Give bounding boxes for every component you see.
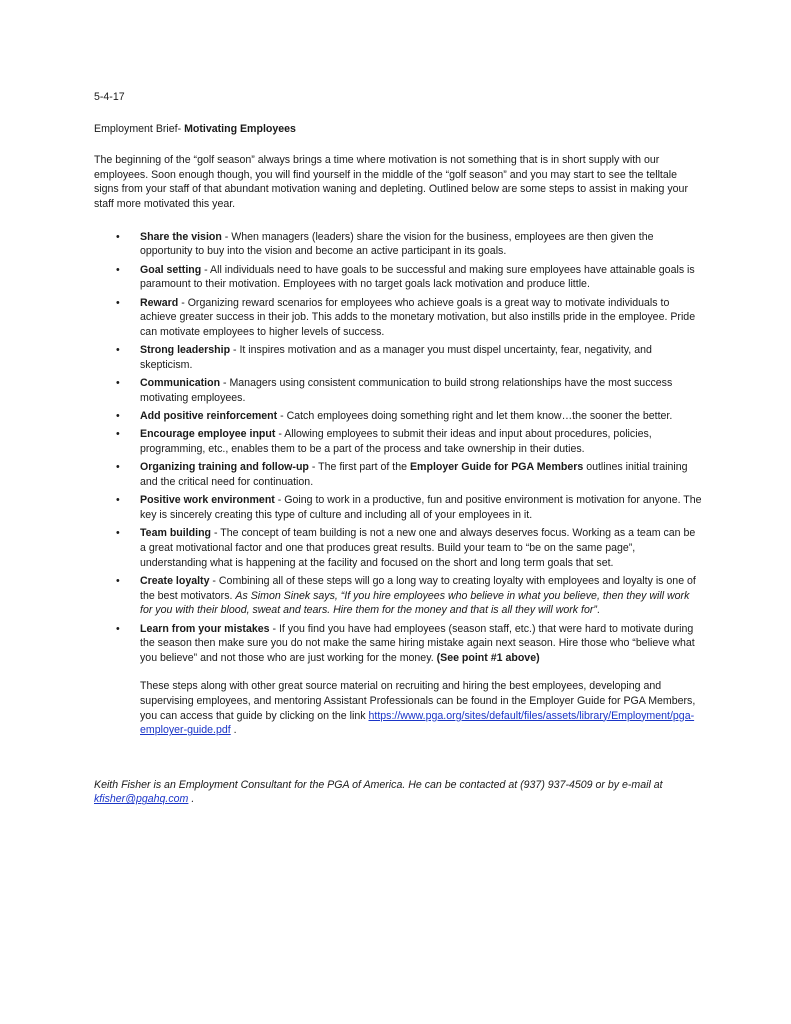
- bullet-icon: •: [116, 410, 120, 423]
- bullet-icon: •: [116, 461, 120, 474]
- bullet-icon: •: [116, 494, 120, 507]
- step-title: Organizing training and follow-up: [140, 461, 309, 474]
- list-item: [94, 460, 704, 489]
- bullet-icon: •: [116, 428, 120, 441]
- list-item: [94, 296, 704, 340]
- see-point-note: (See point #1 above): [436, 651, 540, 664]
- intro-paragraph: The beginning of the “golf season” always brings a time where motivation is not something that is in short supply with our employees. Soon enough though, you will find yourself in the middle of the “golf season” and you may start to see the telltale signs from your staff of that abundant motivation waning and depleting. Outlined below are some steps to assist in making your staff more motivated this year.: [94, 154, 688, 210]
- step-title: Team building: [140, 527, 212, 540]
- bullet-icon: •: [116, 527, 120, 540]
- heading-prefix: Employment Brief-: [94, 122, 185, 135]
- step-text: - The concept of team building is not a new one and always deserves focus. Working as a team can be a great motivational factor and one that produces great results. Build your team to “be on the same page”, understanding what is happening at the facility and focused on the short and long term goals that set.: [140, 527, 696, 569]
- step-title: Learn from your mistakes: [140, 622, 270, 635]
- list-item: [94, 493, 704, 522]
- list-item: [94, 376, 704, 405]
- closing-paragraph: [140, 679, 704, 737]
- step-text: - Organizing reward scenarios for employees who achieve goals is a great way to motivate individuals to achieve greater success in their job. This adds to the monetary motivation, but also instills pride in the employee. Pride can motivate employees to higher levels of success.: [140, 296, 696, 338]
- heading-title: Motivating Employees: [184, 122, 296, 135]
- step-title: Share the vision: [140, 230, 222, 243]
- step-text: - When managers (leaders) share the vision for the business, employees are then given the opportunity to buy into the vision and become an active participant in its goals.: [140, 230, 654, 258]
- step-text: - Combining all of these steps will go a long way to creating loyalty with employees and loyalty is one of the best motivators.: [140, 575, 696, 602]
- author-footer: [94, 778, 704, 807]
- bullet-icon: •: [116, 575, 120, 587]
- list-item: [94, 263, 704, 292]
- sinek-quote: As Simon Sinek says, “If you hire employees who believe in what you believe, then they will work for you with their blood, sweat and tears. Hire them for the money and that is all they will work for”: [140, 589, 690, 617]
- step-title: Positive work environment: [140, 494, 275, 507]
- list-item: [94, 343, 704, 372]
- bullet-icon: •: [116, 296, 120, 309]
- employer-guide-link[interactable]: https://www.pga.org/sites/default/files/assets/library/Employment/pga-employer-guide.pdf: [140, 709, 695, 737]
- step-text: - If you find you have had employees (season staff, etc.) that were hard to motivate during the season then make sure you do not make the same hiring mistake again next season. Hire those who “believe what you believe” and not those who are just working for the money.: [140, 622, 695, 664]
- list-item: [94, 409, 704, 424]
- list-item: [94, 622, 704, 666]
- list-item: [94, 427, 704, 456]
- step-title: Goal setting: [140, 263, 202, 276]
- step-text: - All individuals need to have goals to be successful and making sure employees have attainable goals is paramount to their motivation. Employees with no target goals lack motivation and produce little.: [140, 263, 695, 291]
- step-text: - Going to work in a productive, fun and positive environment is motivation for anyone. The key is sincerely creating this type of culture and including all of your employees in it.: [140, 494, 702, 522]
- document-page: [94, 90, 704, 818]
- document-heading: [94, 122, 704, 137]
- list-item: [94, 526, 704, 570]
- bullet-icon: •: [116, 344, 120, 357]
- bullet-icon: •: [116, 230, 120, 243]
- step-text: - It inspires motivation and as a manager you must dispel uncertainty, fear, negativity, and skepticism.: [140, 344, 652, 371]
- footer-end: .: [188, 793, 195, 806]
- document-date: 5-4-17: [94, 91, 125, 103]
- step-title: Add positive reinforcement: [140, 410, 278, 423]
- step-title: Reward: [140, 296, 179, 309]
- step-text: - Allowing employees to submit their ideas and input about procedures, policies, programming, etc., enables them to be a part of the process and take ownership in their duties.: [140, 428, 652, 456]
- closing-text: These steps along with other great source material on recruiting and hiring the best employees, developing and supervising employees, and mentoring Assistant Professionals can be found in the Employer Guide for PGA Members, you can access that guide by clicking on the link: [140, 680, 696, 722]
- list-item: [94, 230, 704, 259]
- footer-text: Keith Fisher is an Employment Consultant for the PGA of America. He can be contacted at (937) 937-4509 or by e-mail at: [94, 778, 663, 791]
- list-item: [94, 574, 704, 618]
- step-text: - The first part of the: [308, 461, 410, 474]
- step-title: Encourage employee input: [140, 428, 276, 441]
- step-title: Create loyalty: [140, 575, 210, 587]
- step-text: outlines initial training and the critical need for continuation.: [140, 461, 688, 489]
- step-text: - Catch employees doing something right and let them know…the sooner the better.: [277, 410, 673, 423]
- email-link[interactable]: kfisher@pgahq.com: [94, 793, 189, 806]
- step-text: .: [596, 604, 600, 617]
- step-title: Strong leadership: [140, 344, 231, 357]
- bullet-icon: •: [116, 377, 120, 390]
- guide-name: Employer Guide for PGA Members: [409, 461, 584, 474]
- closing-end: .: [230, 724, 237, 737]
- bullet-icon: •: [116, 622, 120, 635]
- bullet-icon: •: [116, 263, 120, 276]
- step-title: Communication: [140, 377, 221, 390]
- step-text: - Managers using consistent communication to build strong relationships have the most success motivating employees.: [140, 377, 673, 404]
- steps-list: [94, 230, 704, 666]
